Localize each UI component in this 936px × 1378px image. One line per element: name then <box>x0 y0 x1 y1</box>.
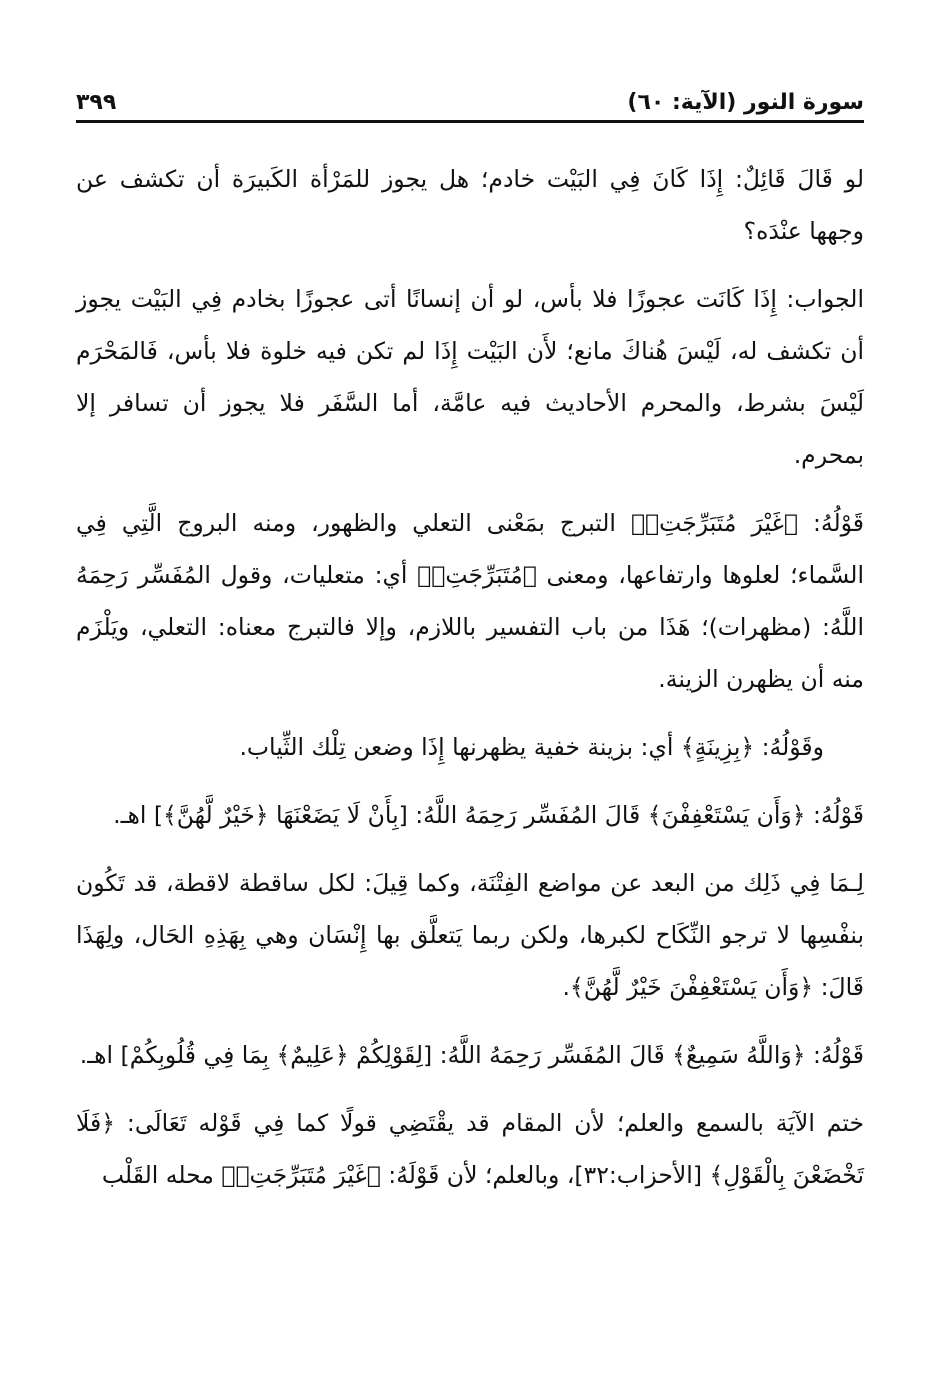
running-header <box>76 80 864 118</box>
paragraph-fitnah: لِـمَا فِي ذَلِك من البعد عن مواضع الفِتْنَة، وكما قِيلَ: لكل ساقطة لاقطة، قد تَكُون بنفْسِها لا ترجو النِّكَاح لكبرها، ولكن ربما يَتعلَّق بها إِنْسَان وهي بِهَذِهِ الحَال، ولِهَذَا قَالَ: ﴿وَأَن يَسْتَعْفِفْنَ خَيْرٌ لَّهُنَّ﴾. <box>76 869 864 1001</box>
paragraph-yastafifna: قَوْلُهُ: ﴿وَأَن يَسْتَعْفِفْنَ﴾ قَالَ المُفَسِّر رَحِمَهُ اللَّهُ: [بِأَنْ لَا يَضَعْنَهَا ﴿خَيْرٌ لَّهُنَّ﴾] اهـ. <box>113 801 864 829</box>
body-text <box>76 153 864 1201</box>
paragraph-zeenah: وقَوْلُهُ: ﴿بِزِينَةٍ﴾ أي: بزينة خفية يظهرنها إِذَا وضعن تِلْك الثِّياب. <box>239 733 824 761</box>
paragraph-ending: ختم الآيَة بالسمع والعلم؛ لأن المقام قد يقْتَضِي قولًا كما فِي قَوْله تَعَالَى: ﴿فَلَا تَخْضَعْنَ بِالْقَوْلِ﴾ [الأحزاب:٣٢]، وبالعلم؛ لأن قَوْلَهُ: ﴿غَيْرَ مُتَبَرِّجَتِۭ﴾ محله القَلْب <box>76 1109 864 1189</box>
paragraph-answer: الجواب: إِذَا كَانَت عجوزًا فلا بأس، لو أن إنسانًا أتى عجوزًا بخادم فِي البَيْت يجوز أن تكشف له، لَيْسَ هُناكَ مانع؛ لأَن البَيْت إِذَا لم تكن فيه خلوة فلا بأس، فَالمَحْرَم لَيْسَ بشرط، والمحرم الأحاديث فيه عامَّة، أما السَّفَر فلا يجوز أن تسافر إلا بمحرم. <box>76 285 864 469</box>
surah-title: سورة النور (الآية: ٦٠) <box>627 90 864 115</box>
paragraph-samee: قَوْلُهُ: ﴿وَاللَّهُ سَمِيعٌ﴾ قَالَ المُفَسِّر رَحِمَهُ اللَّهُ: [لِقَوْلِكُمْ ﴿عَلِيمٌ﴾ بِمَا فِي قُلُوبِكُمْ] اهـ. <box>79 1041 864 1069</box>
header-rule <box>76 120 864 123</box>
page-number: ٣٩٩ <box>76 90 117 115</box>
book-page <box>76 80 864 1217</box>
paragraph-tabarruj: قَوْلُهُ: ﴿غَيْرَ مُتَبَرِّجَتِۭ﴾ التبرج بمَعْنى التعلي والظهور، ومنه البروج الَّتِي فِي السَّماء؛ لعلوها وارتفاعها، ومعنى ﴿مُتَبَرِّجَتِۭ﴾ أي: متعليات، وقول المُفَسِّر رَحِمَهُ اللَّهُ: (مظهرات)؛ هَذَا من باب التفسير باللازم، وإلا فالتبرج معناه: التعلي، ويَلْزَم منه أن يظهرن الزينة. <box>76 509 864 693</box>
paragraph-question: لو قَالَ قَائِلٌ: إِذَا كَانَ فِي البَيْت خادم؛ هل يجوز للمَرْأة الكَبيرَة أن تكشف عن وجهها عنْدَه؟ <box>76 165 864 245</box>
